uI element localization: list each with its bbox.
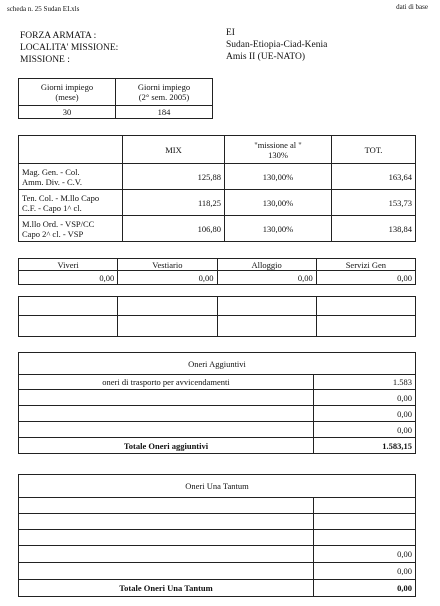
table-row <box>19 390 416 406</box>
una-tantum-row-value: 0,00 <box>314 546 416 563</box>
oneri-row-label <box>19 422 314 438</box>
cost-servizi-header: Servizi Gen <box>316 259 415 271</box>
table-row <box>19 498 416 514</box>
oneri-row-value: 1.583 <box>314 375 416 390</box>
rate-row-tot: 138,84 <box>332 216 416 242</box>
table-row <box>19 216 416 242</box>
giorni-table <box>18 78 213 119</box>
rates-mix-header: MIX <box>123 136 225 164</box>
table-row <box>19 406 416 422</box>
rate-row-label: Mag. Gen. - Col. Amm. Div. - C.V. <box>19 164 123 190</box>
rates-table <box>18 135 416 242</box>
oneri-una-tantum-title: Oneri Una Tantum <box>19 475 416 498</box>
rate-row-label: M.llo Ord. - VSP/CC Capo 2^ cl. - VSP <box>19 216 123 242</box>
giorni-semestre-header: Giorni impiego (2° sem. 2005) <box>116 79 213 106</box>
una-tantum-row-value <box>314 498 416 514</box>
una-tantum-row-label <box>19 498 314 514</box>
giorni-semestre-value: 184 <box>116 106 213 119</box>
rate-row-missione: 130,00% <box>225 216 332 242</box>
costs-table <box>18 258 416 285</box>
rate-row-missione: 130,00% <box>225 164 332 190</box>
rate-row-tot: 163,64 <box>332 164 416 190</box>
table-row <box>19 190 416 216</box>
oneri-row-label <box>19 406 314 422</box>
una-tantum-row-label <box>19 546 314 563</box>
localita-value: Sudan-Etiopia-Ciad-Kenia <box>226 40 328 50</box>
missione-value: Amis II (UE-NATO) <box>226 52 305 62</box>
giorni-mese-value: 30 <box>19 106 116 119</box>
oneri-aggiuntivi-title: Oneri Aggiuntivi <box>19 353 416 375</box>
header-right-label: dati di base <box>396 3 428 11</box>
localita-label: LOCALITA' MISSIONE: <box>20 43 119 53</box>
rate-row-tot: 153,73 <box>332 190 416 216</box>
rate-row-mix: 106,80 <box>123 216 225 242</box>
cost-alloggio-value: 0,00 <box>217 271 316 285</box>
oneri-aggiuntivi-total-value: 1.583,15 <box>314 438 416 454</box>
cost-vestiario-header: Vestiario <box>118 259 217 271</box>
forza-armata-label: FORZA ARMATA : <box>20 31 97 41</box>
una-tantum-row-label <box>19 563 314 580</box>
oneri-una-tantum-total-value: 0,00 <box>314 580 416 597</box>
cost-vestiario-value: 0,00 <box>118 271 217 285</box>
table-row <box>19 563 416 580</box>
rate-row-mix: 118,25 <box>123 190 225 216</box>
oneri-row-value: 0,00 <box>314 406 416 422</box>
oneri-row-value: 0,00 <box>314 422 416 438</box>
cost-servizi-value: 0,00 <box>316 271 415 285</box>
una-tantum-row-value <box>314 530 416 546</box>
giorni-mese-header: Giorni impiego (mese) <box>19 79 116 106</box>
oneri-aggiuntivi-total-label: Totale Oneri aggiuntivi <box>19 438 314 454</box>
table-row <box>19 422 416 438</box>
rates-empty-header <box>19 136 123 164</box>
oneri-una-tantum-total-label: Totale Oneri Una Tantum <box>19 580 314 597</box>
cost-viveri-value: 0,00 <box>19 271 118 285</box>
forza-armata-value: EI <box>226 28 235 38</box>
oneri-row-value: 0,00 <box>314 390 416 406</box>
oneri-aggiuntivi-table <box>18 352 416 454</box>
rate-row-missione: 130,00% <box>225 190 332 216</box>
table-row <box>19 530 416 546</box>
una-tantum-row-label <box>19 530 314 546</box>
table-row <box>19 164 416 190</box>
file-name: scheda n. 25 Sudan EI.xls <box>7 5 80 13</box>
rates-missione-header: "missione al " 130% <box>225 136 332 164</box>
empty-grid <box>18 296 416 337</box>
rate-row-label: Ten. Col. - M.llo Capo C.F. - Capo 1^ cl. <box>19 190 123 216</box>
table-row <box>19 546 416 563</box>
rate-row-mix: 125,88 <box>123 164 225 190</box>
table-row <box>19 514 416 530</box>
rates-tot-header: TOT. <box>332 136 416 164</box>
una-tantum-row-value: 0,00 <box>314 563 416 580</box>
una-tantum-row-value <box>314 514 416 530</box>
missione-label: MISSIONE : <box>20 55 70 65</box>
cost-viveri-header: Viveri <box>19 259 118 271</box>
oneri-row-label <box>19 390 314 406</box>
oneri-row-label: oneri di trasporto per avvicendamenti <box>19 375 314 390</box>
cost-alloggio-header: Alloggio <box>217 259 316 271</box>
oneri-una-tantum-table <box>18 474 416 597</box>
table-row <box>19 375 416 390</box>
una-tantum-row-label <box>19 514 314 530</box>
